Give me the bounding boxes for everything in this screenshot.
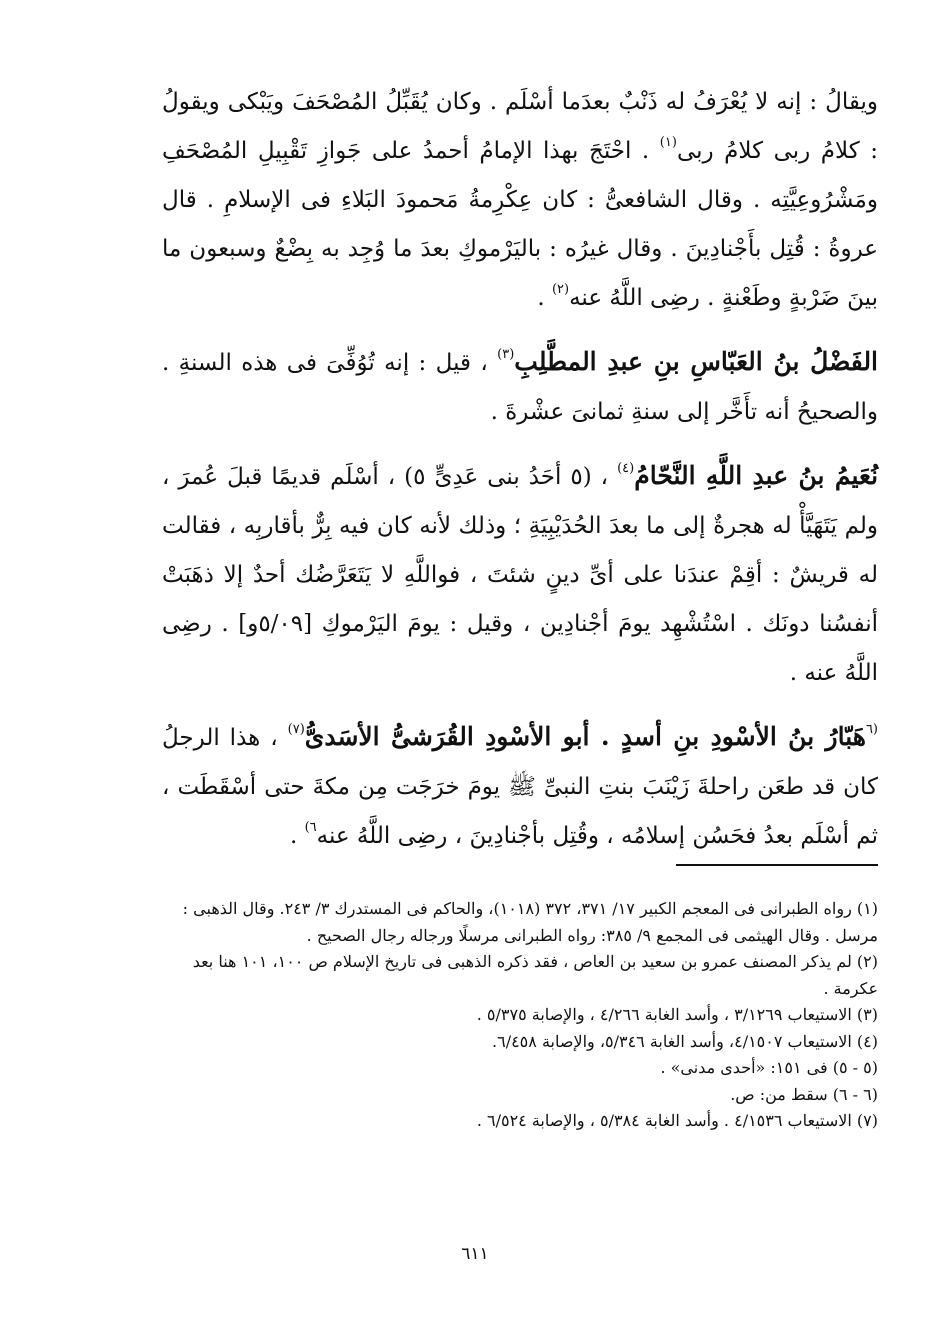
main-text [162, 78, 878, 875]
footnote-separator [676, 864, 878, 866]
paragraph-end: . [289, 823, 298, 849]
entry-habbar [162, 712, 878, 861]
footnote-marker: (٦ [865, 722, 878, 737]
entry-text: ، قيل : إنه تُوُفِّىَ فى هذه السنةِ . والصحيحُ أنه تأَخَّر إلى سنةِ ثمانىَ عشْرةَ . [162, 350, 878, 425]
footnote-marker: (٤) [617, 461, 635, 476]
page-number: ٦١١ [461, 1244, 489, 1264]
paragraph-text: ويقالُ : إنه لا يُعْرَفُ له ذَنْبٌ بعدَما أسْلَم . وكان يُقَبِّلُ المُصْحَفَ ويَبْكى ويقولُ : كلامُ ربى كلامُ ربى [162, 89, 879, 164]
paragraph-end: . [537, 285, 545, 311]
entry-heading: هَبّارُ بنُ الأسْودِ بنِ أسدٍ . أبو الأسْودِ القُرَشىُّ الأسَدىُّ [304, 722, 866, 751]
paragraph-ikrima [162, 78, 878, 323]
footnote-marker: (٧) [287, 722, 305, 737]
entry-fadl [162, 337, 878, 437]
footnote-marker: ٦) [304, 820, 317, 835]
entry-heading: الفَضْلُ بنُ العَبّاسِ بنِ عبدِ المطَّلِبِ [514, 347, 879, 376]
entry-text: ، (٥ [570, 464, 609, 490]
paragraph-text: . احْتَجَ بهذا الإمامُ أحمدُ على جَوازِ تَقْبِيلِ المُصْحَفِ ومَشْرُوعِيَّتِه . وقال الشافعىُّ : كان عِكْرِمةُ مَحمودَ البَلاءِ فى الإسلامِ . قال عروةُ : قُتِل بأَجْنادِينَ . وقال غيرُه : باليَرْموكِ بعدَ ما وُجِد به بِضْعٌ وسبعون ما بينَ ضَرْبةٍ وطَعْنةٍ . رضِى اللَّهُ عنه [162, 138, 878, 311]
entry-text: ، هذا الرجلُ كان قد طعَن راحلةَ زَيْنَبَ بنتِ النبىِّ ﷺ يومَ خرَجَت مِن مكةَ حتى أسْقَطَت ، ثم أسْلَم بعدُ فحَسُن إسلامُه ، وقُتِل بأجْنادِينَ ، رضِى اللَّهُ عنه [162, 725, 878, 849]
footnote-7: (٧) الاستيعاب ٤/١٥٣٦ . وأسد الغابة ٥/٣٨٤ ، والإصابة ٦/٥٢٤ . [476, 1111, 878, 1130]
footnotes [162, 896, 878, 1135]
footnote-2: (٢) لم يذكر المصنف عمرو بن سعيد بن العاص ، فقد ذكره الذهبى فى تاريخ الإسلام ص ١٠٠، ١٠١ هنا بعد عكرمة . [192, 952, 878, 998]
entry-text: ٥) [404, 464, 426, 490]
footnote-1: (١) رواه الطبرانى فى المعجم الكبير ١٧/ ٣٧١، ٣٧٢ (١٠١٨)، والحاكم فى المستدرك ٣/ ٢٤٣. وقال الذهبى : مرسل . وقال الهيثمى فى المجمع ٩/ ٣٨٥: رواه الطبرانى مرسلًا ورجاله رجال الصحيح . [182, 899, 878, 945]
footnote-4: (٤) الاستيعاب ٤/١٥٠٧، وأسد الغابة ٥/٣٤٦، والإصابة ٦/٤٥٨. [492, 1031, 878, 1051]
footnote-3: (٣) الاستيعاب ٣/١٢٦٩ ، وأسد الغابة ٤/٢٦٦ ، والإصابة ٥/٣٧٥ . [476, 1005, 878, 1024]
entry-text: ، أسْلَم قديمًا قبلَ عُمرَ ، ولم يَتَهَيَّأْ له هجرةٌ إلى ما بعدَ الحُدَيْبِيَةِ ؛ وذلك لأنه كان فيه بِرٌّ بأقاربِه ، فقالت له قريشٌ : أقِمْ عندَنا على أىِّ دينٍ شئتَ ، فواللَّهِ لا يَتَعَرَّضُك أحدٌ إلا ذهَبَتْ أنفسُنا دونَك . اسْتُشْهِد يومَ أجْنادِين ، وقيل : يومَ اليَرْموكِ [٥/٠٩و] . رضِى اللَّهُ عنه . [162, 464, 878, 686]
entry-text: أحَدُ بنى عَدِىٍّ [434, 464, 562, 490]
entry-nuaym [162, 451, 878, 698]
footnote-marker: (٢) [551, 282, 570, 297]
entry-heading: نُعَيمُ بنُ عبدِ اللَّهِ النَّحّامُ [634, 461, 879, 490]
footnote-6: (٦ - ٦) سقط من: ص. [730, 1084, 878, 1104]
footnote-marker: (٣) [497, 347, 515, 362]
footnote-5: (٥ - ٥) فى ١٥١: «أحدى مدنى» . [660, 1058, 878, 1077]
footnote-marker: (١) [659, 135, 677, 150]
